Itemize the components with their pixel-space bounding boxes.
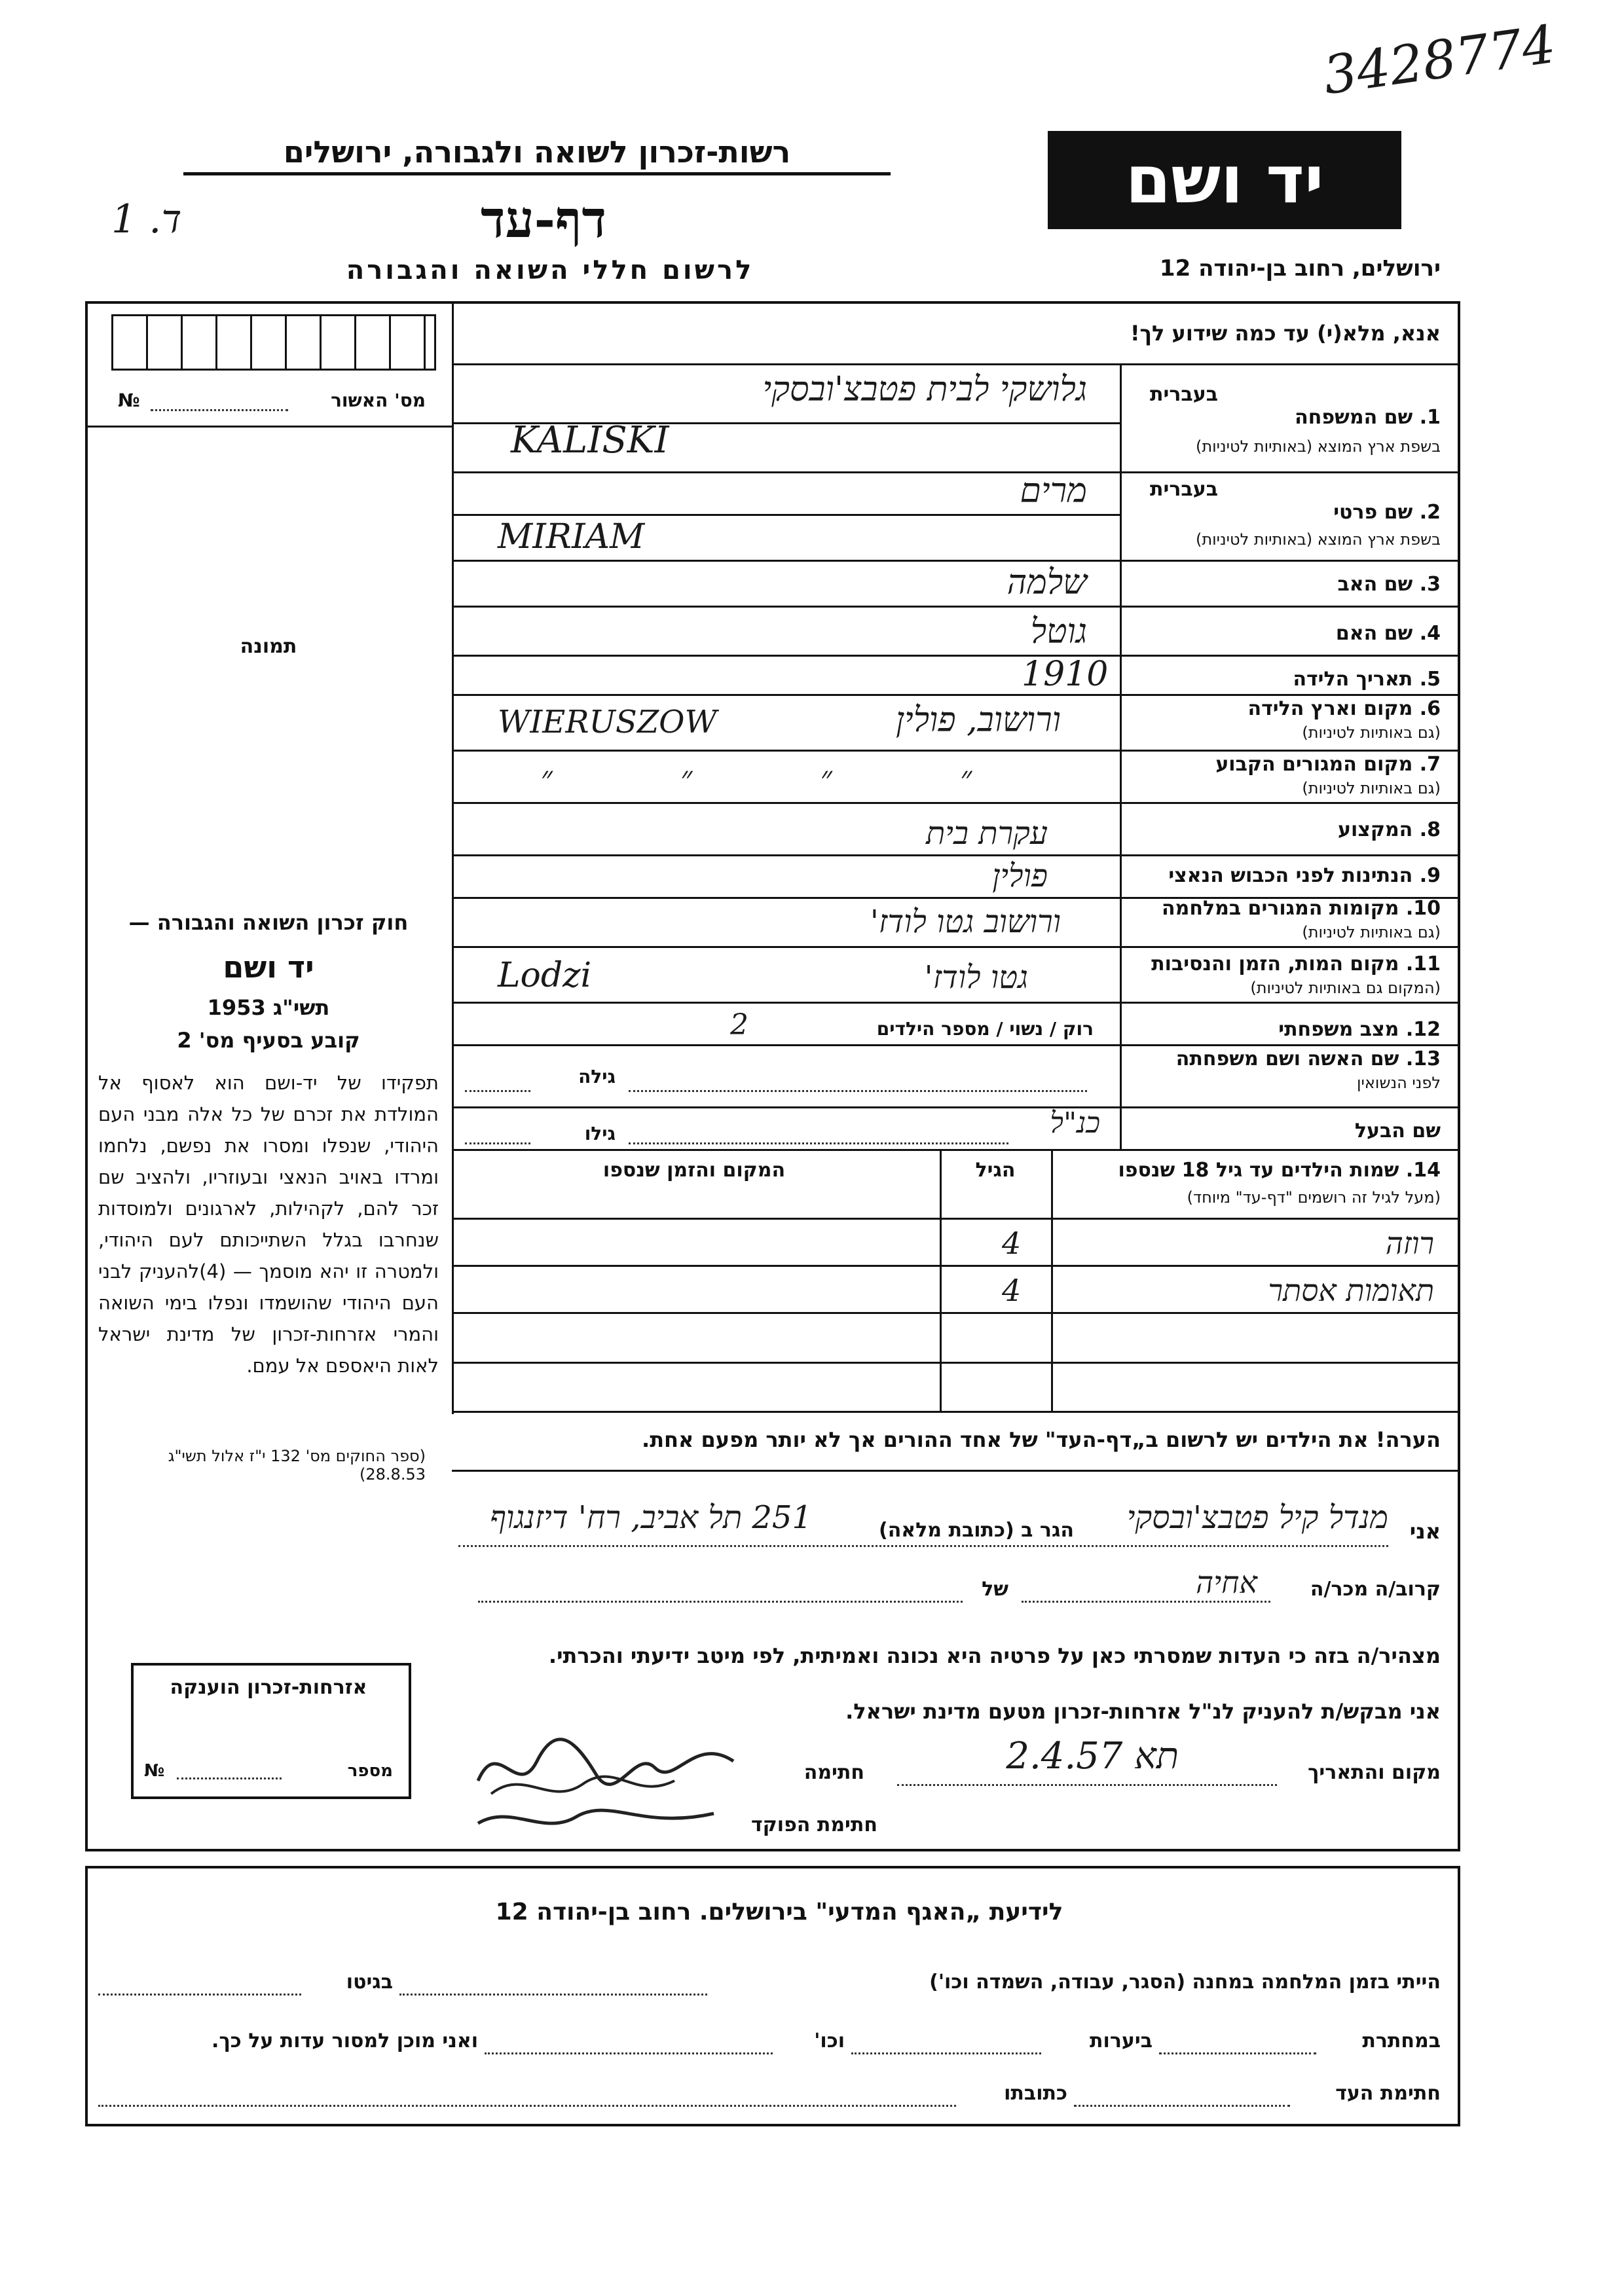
f12-value: 2 [730, 1008, 748, 1042]
f11-latin-value: Lodzi [498, 956, 592, 995]
f13-age-line [465, 1090, 530, 1092]
law-clause: קובע בסעיף מס' 2 [177, 1028, 360, 1053]
child-row-line-3 [452, 1362, 1458, 1364]
citizenship-title: אזרחות-זכרון הוענקה [170, 1676, 367, 1699]
child-row-2 [452, 1266, 1458, 1312]
footer-line2-dots-c [485, 2052, 773, 2054]
lang-hebrew-1: בעברית [1150, 383, 1218, 406]
place-date-label: מקום והתאריך [1308, 1761, 1441, 1784]
page-marker: 1 .ד [111, 196, 182, 242]
approval-no: № [118, 390, 140, 411]
official-signature [471, 1797, 720, 1843]
decl-address-line [458, 1545, 1388, 1547]
footer-line3-b: כתובתו [1004, 2082, 1067, 2105]
f13-sub: לפני הנשואין [1356, 1074, 1441, 1092]
f4-label: 4. שם האם [1335, 622, 1441, 645]
footer-line1-dots [399, 1994, 707, 1995]
lang-hebrew-2: בעברית [1150, 478, 1218, 501]
citizenship-no: № [144, 1761, 165, 1781]
f3-label: 3. שם האב [1337, 573, 1441, 596]
f7-line [452, 802, 1458, 804]
decl-i-label: אני [1409, 1519, 1441, 1544]
f13-line [452, 1106, 1458, 1108]
f4-value: גוטל [1030, 612, 1087, 651]
f8-line [452, 854, 1458, 856]
footer-line1-b: בגיטו [346, 1971, 393, 1994]
citizenship-number-line [177, 1777, 282, 1779]
husband-age-line [465, 1142, 530, 1144]
f8-label: 8. המקצוע [1338, 818, 1441, 841]
footer-title: לידיעת „האגף המדעי" בירושלים. רחוב בן-יהודה 12 [495, 1899, 1063, 1925]
f2-hebrew-value: מרים [1020, 471, 1087, 511]
f11-label: 11. מקום המות, הזמן והנסיבות [1151, 953, 1441, 975]
f5-label: 5. תאריך הלידה [1293, 668, 1441, 691]
husband-line [629, 1142, 1008, 1144]
of-line [478, 1601, 963, 1603]
form-subtitle: לרשום חללי השואה והגבורה [346, 255, 754, 285]
footer-line1-end [98, 1994, 301, 1995]
f6-latin-value: WIERUSZOW [498, 704, 717, 740]
approval-label: מס' האשור [331, 390, 426, 411]
approval-line [151, 409, 288, 411]
f5-line [452, 694, 1458, 696]
footer-line3-a: חתימת העד [1335, 2082, 1441, 2105]
declarant-value: מנדל קיל פטבצ'ובסקי [1126, 1499, 1388, 1536]
intro-text: אנא, מלא(י) עד כמה שידוע לך! [1130, 321, 1441, 346]
f1-hebrew-value: גלושקי לבית פטבצ'ובסקי [762, 370, 1087, 409]
f14-sub: (מעל לגיל זה רושמים "דף-עד" מיוחד) [1187, 1188, 1441, 1207]
photo-label: תמונה [240, 635, 297, 658]
col-place: המקום והזמן שנספו [602, 1159, 786, 1182]
f13-age-label: גילה [578, 1066, 616, 1087]
f7-label: 7. מקום המגורים הקבוע [1215, 753, 1441, 776]
f2-mid-line [452, 514, 1120, 516]
f14-label: 14. שמות הילדים עד גיל 18 שנספו [1118, 1159, 1441, 1182]
approval-grid [111, 314, 436, 371]
f5-value: 1910 [1022, 655, 1109, 694]
of-label: של [982, 1578, 1008, 1601]
f2-line [452, 560, 1458, 562]
header-address: ירושלים, רחוב בן-יהודה 12 [1159, 255, 1441, 282]
f6-label: 6. מקום וארץ הלידה [1247, 697, 1441, 720]
request-text: אני מבקש/ת להעניק לנ"ל אזרחות-זכרון מטעם מדינת ישראל. [845, 1699, 1441, 1724]
footer-line2-d: ואני מוכן למסור עדות על כך. [212, 2030, 478, 2052]
f7-sub: (גם באותיות לטיניות) [1302, 779, 1441, 797]
law-name: יד ושם [223, 949, 314, 985]
child-row-line-2 [452, 1312, 1458, 1314]
law-text: תפקידו של יד-ושם הוא לאסוף אל המולדת את זכרם של כל אלה מבני העם היהודי, שנפלו ומסרו את נפשם, נלחמו ומרדו באויב הנאצי ובעוזריו, ולהציב שם זכר להם, לקהילות, לארגונים ולמוסדות שנחרבו בגלל השתייכותם לעם היהודי, ולמטרה זו יהא מוסמך — (4)להעניק לבני העם היהודי שהושמדו ונפלו בימי השואה והמרי אזרחות-זכרון של מדינת ישראל לאות היאספם אל עמם. [98, 1072, 439, 1377]
child-row-1 [452, 1219, 1458, 1265]
law-title: חוק זכרון השואה והגבורה — [128, 910, 409, 935]
intro-line [452, 363, 1458, 365]
husband-label: שם הבעל [1354, 1120, 1441, 1142]
f9-value: פולין [992, 858, 1048, 894]
statement-text: מצהיר/ה בזה כי העדות שמסרתי כאן על פרטיה היא נכונה ואמיתית, לפי מיטב ידיעתי והכרתי. [548, 1643, 1441, 1668]
f8-value: עקרת בית [926, 815, 1048, 852]
yad-vashem-logo: יד ושם [1048, 131, 1401, 229]
f1-label: 1. שם המשפחה [1295, 406, 1441, 429]
official-label: חתימת הפוקד [751, 1813, 877, 1836]
footer-line2-b: ביערות [1090, 2030, 1153, 2052]
f2-sub: בשפת ארץ המוצא (באותיות לטיניות) [1196, 530, 1441, 549]
col-age: הגיל [975, 1159, 1016, 1182]
relation-label: קרוב/ה מכר/ה [1310, 1578, 1441, 1601]
f13-label: 13. שם האשה ושם משפחתה [1175, 1048, 1441, 1070]
f11-line [452, 1002, 1458, 1004]
f6-line [452, 750, 1458, 752]
child-name: רוזה [1385, 1226, 1434, 1261]
footer-line2-a: במחתרת [1362, 2030, 1441, 2052]
child-age: 4 [1002, 1226, 1022, 1261]
f6-sub: (גם באותיות לטיניות) [1302, 723, 1441, 742]
f1-sub: בשפת ארץ המוצא (באותיות לטיניות) [1196, 437, 1441, 456]
f12-label: 12. מצב משפחתי [1278, 1018, 1441, 1041]
label-column-divider [1120, 363, 1122, 1149]
f4-line [452, 655, 1458, 657]
footer-line1-a: הייתי בזמן המלחמה במחנה (הסגר, עבודה, השמדה וכו') [929, 1971, 1441, 1994]
f11-sub: (המקום גם באותיות לטיניות) [1250, 979, 1441, 997]
signature-label: חתימה [803, 1761, 864, 1784]
child-name: תאומות אסתר [1268, 1273, 1434, 1308]
f10-line [452, 946, 1458, 948]
f10-value: ורושוב גטו לודז' [870, 903, 1061, 940]
note-line [452, 1470, 1458, 1472]
law-source: (ספר החוקים מס' 132 י"ז אלול תשי"ג 28.8.53) [168, 1447, 426, 1484]
husband-age-label: גילו [584, 1123, 616, 1144]
f9-label: 9. הנתינות לפני הכבוש הנאצי [1168, 864, 1441, 887]
husband-line-end [452, 1149, 1458, 1151]
f10-label: 10. מקומות המגורים במלחמה [1162, 897, 1441, 920]
footer-line2-c: וכו' [814, 2030, 845, 2052]
footer-line2-dots-a [1159, 2052, 1316, 2054]
f7-value: ״ ״ ״ ״ [540, 759, 1031, 796]
f3-line [452, 606, 1458, 608]
f2-latin-value: MIRIAM [498, 517, 645, 556]
footer-line2-dots-b [851, 2052, 1041, 2054]
f12-options: רוק / נשוי / מספר הילדים [876, 1018, 1094, 1040]
f13-line-a [629, 1090, 1087, 1092]
f2-label: 2. שם פרטי [1333, 501, 1441, 524]
f6-hebrew-value: ורושוב, פולין [895, 701, 1061, 740]
place-date-line [897, 1784, 1277, 1786]
f12-line [452, 1044, 1458, 1046]
decl-address-value: 251 תל אביב, רח' דיזנגוף [490, 1499, 812, 1536]
husband-value: כנ"ל [1050, 1106, 1100, 1140]
footer-line3-dots-b [98, 2105, 956, 2107]
archive-number: 3428774 [1320, 13, 1560, 107]
children-bottom-line [452, 1411, 1458, 1413]
decl-resident-label: הגר ב (כתובת מלאה) [878, 1519, 1074, 1542]
child-age: 4 [1002, 1273, 1022, 1308]
f11-hebrew-value: גטו לודז' [924, 959, 1028, 996]
f3-value: שלמה [1006, 563, 1087, 602]
citizenship-number-label: מספר [347, 1761, 393, 1781]
footer-line3-dots-a [1074, 2105, 1290, 2107]
note-text: הערה! את הילדים יש לרשום ב„דף-העד" של אחד ההורים אך לא יותר מפעם אחת. [642, 1427, 1441, 1452]
f10-sub: (גם באותיות לטיניות) [1302, 923, 1441, 941]
approval-underline [85, 426, 452, 428]
form-title: דף-עד [481, 190, 606, 249]
relation-line [1022, 1601, 1270, 1603]
f1-latin-value: KALISKI [511, 419, 669, 462]
authority-title: רשות-זכרון לשואה ולגבורה, ירושלים [183, 134, 891, 175]
place-date-value: תא 2.4.57 [1006, 1735, 1179, 1777]
relation-value: אחיה [1196, 1565, 1257, 1600]
law-year: תשי"ג 1953 [207, 995, 330, 1020]
